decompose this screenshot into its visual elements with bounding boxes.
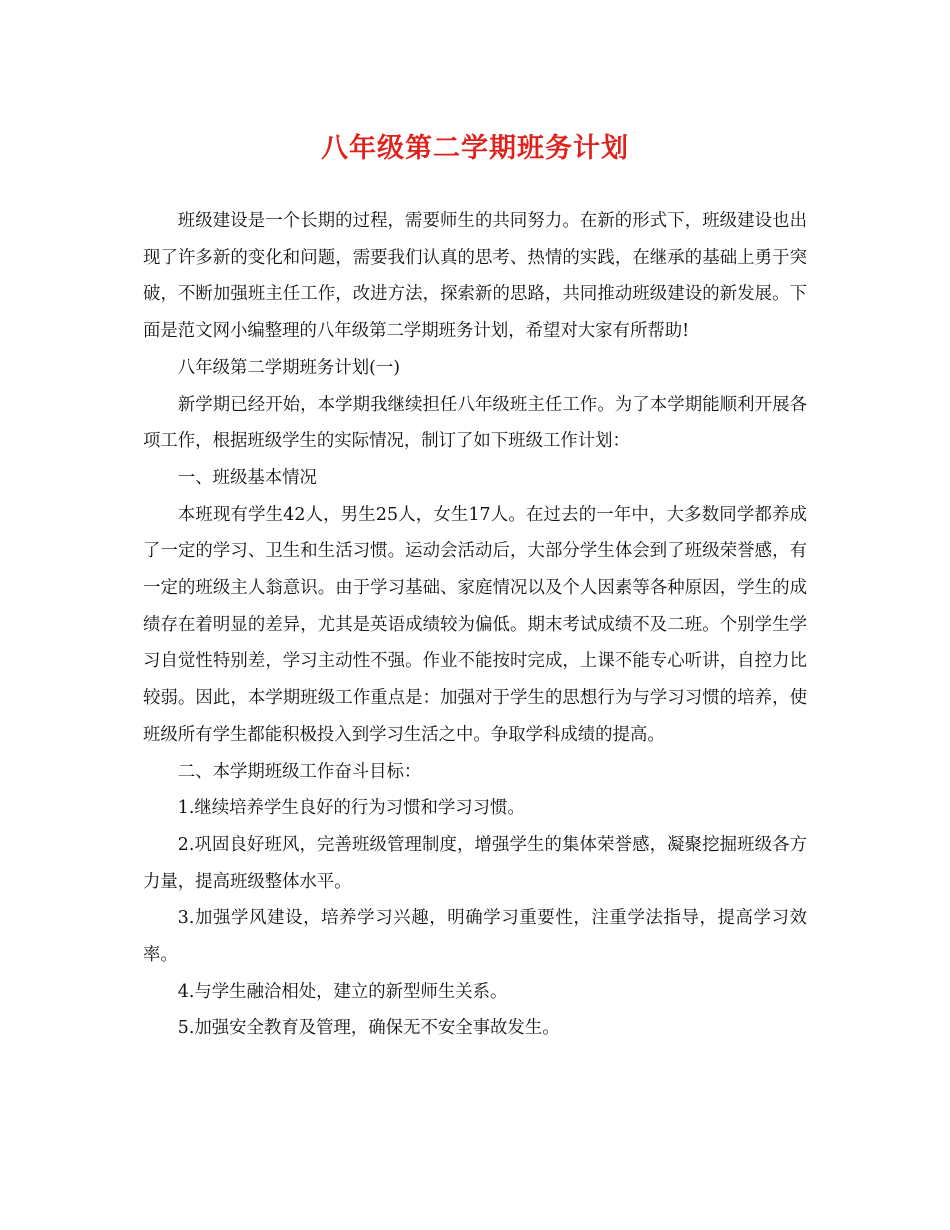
- section-heading-goals: 二、本学期班级工作奋斗目标：: [177, 761, 422, 782]
- paragraph-class-info: 本班现有学生42人，男生25人，女生17人。在过去的一年中，大多数同学都养成了一定的学习、卫生和生活习惯。运动会活动后，大部分学生体会到了班级荣誉感，有一定的班级主人翁意识。由于学习基础、家庭情况以及个人因素等各种原因，学生的成绩存在着明显的差异，尤其是英语成绩较为偏低。期末考试成绩不及二班。个别学生学习自觉性特别差，学习主动性不强。作业不能按时完成，上课不能专心听讲，自控力比较弱。因此，本学期班级工作重点是：加强对于学生的思想行为与学习习惯的培养，使班级所有学生都能积极投入到学习生活之中。争取学科成绩的提高。: [143, 504, 807, 745]
- goal-item-1: 1.继续培养学生良好的行为习惯和学习习惯。: [177, 798, 525, 819]
- goal-item-4: 4.与学生融洽相处，建立的新型师生关系。: [177, 981, 508, 1002]
- paragraph-intro: 班级建设是一个长期的过程，需要师生的共同努力。在新的形式下，班级建设也出现了许多新的变化和问题，需要我们认真的思考、热情的实践，在继承的基础上勇于突破，不断加强班主任工作，改进方法，探索新的思路，共同推动班级建设的新发展。下面是范文网小编整理的八年级第二学期班务计划，希望对大家有所帮助!: [143, 211, 807, 342]
- goal-item-2: 2.巩固良好班风，完善班级管理制度，增强学生的集体荣誉感，凝聚挖掘班级各方力量，提高班级整体水平。: [143, 834, 807, 892]
- paragraph-opening: 新学期已经开始，本学期我继续担任八年级班主任工作。为了本学期能顺利开展各项工作，根据班级学生的实际情况，制订了如下班级工作计划：: [143, 394, 807, 452]
- section-heading-basic-info: 一、班级基本情况: [177, 467, 317, 488]
- paragraph-plan-heading: 八年级第二学期班务计划(一): [177, 357, 401, 378]
- goal-item-3: 3.加强学风建设，培养学习兴趣，明确学习重要性，注重学法指导，提高学习效率。: [143, 908, 807, 966]
- goal-item-5: 5.加强安全教育及管理，确保无不安全事故发生。: [177, 1018, 560, 1039]
- document-title: 八年级第二学期班务计划: [321, 133, 629, 164]
- document-body: [143, 203, 807, 1047]
